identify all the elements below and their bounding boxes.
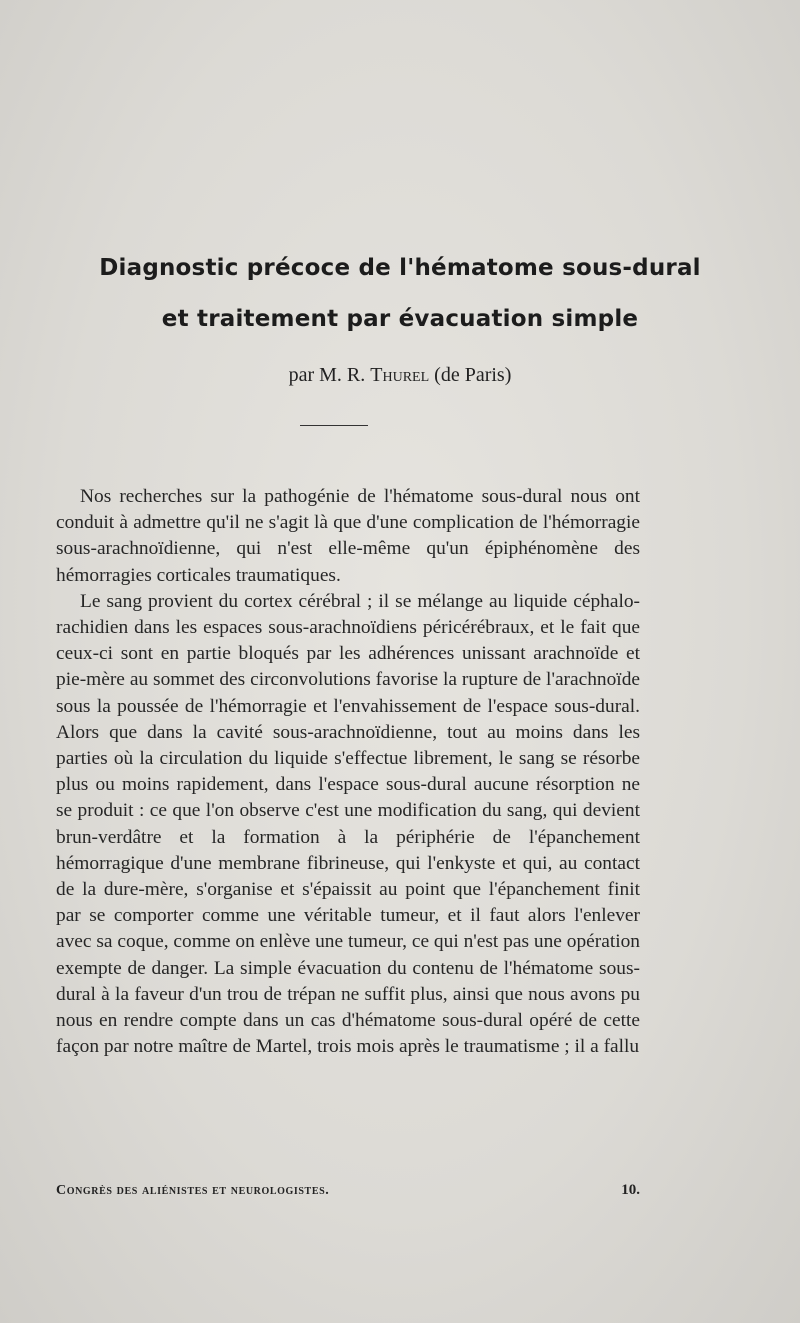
author-name: Thurel [370, 364, 430, 386]
article-body [56, 484, 640, 1060]
paragraph-1: Nos recherches sur la pathogénie de l'hématome sous-dural nous ont conduit à admettre qu'il ne s'agit là que d'une complication de l'hémorragie sous-arachnoïdienne, qui n'est elle-même qu'un épiphénomène des hémorragies corticales traumatiques. [56, 486, 640, 586]
paragraph-2: Le sang provient du cortex cérébral ; il se mélange au liquide céphalo-rachidien dans les espaces sous-arachnoïdiens péricérébraux, et le fait que ceux-ci sont en partie bloqués par les adhérences unissant arachnoïde et pie-mère au sommet des circonvolutions favorise la rupture de l'arachnoïde sous la poussée de l'hémorragie et l'envahissement de l'espace sous-dural. Alors que dans la cavité sous-arachnoïdienne, tout au moins dans les parties où la circulation du liquide s'effectue librement, le sang se résorbe plus ou moins rapidement, dans l'espace sous-dural aucune résorption ne se produit : ce que l'on observe c'est une modification du sang, qui devient brun-verdâtre et la formation à la périphérie de l'épanchement hémorragique d'une membrane fibrineuse, qui l'enkyste et qui, au contact de la dure-mère, s'organise et s'épaissit au point que l'épanchement finit par se comporter comme une véritable tumeur, et il faut alors l'enlever avec sa coque, comme on enlève une tumeur, ce qui n'est pas une opération exempte de danger. La simple évacuation du contenu de l'hématome sous-dural à la faveur d'un trou de trépan ne suffit plus, ainsi que nous avons pu nous en rendre compte dans un cas d'hématome sous-dural opéré de cette façon par notre maître de Martel, trois mois après le traumatisme ; il a fallu [56, 590, 640, 1058]
article-title-line-1: Diagnostic précoce de l'hématome sous-dural [99, 255, 701, 281]
title-divider [300, 425, 368, 426]
byline-prefix: par M. R. [288, 364, 366, 386]
page-number: 10. [621, 1182, 640, 1198]
footer-publication: Congrès des aliénistes et neurologistes. [56, 1183, 330, 1198]
article-title-line-2: et traitement par évacuation simple [161, 306, 639, 332]
author-byline [0, 364, 800, 387]
byline-suffix: (de Paris) [434, 364, 512, 386]
